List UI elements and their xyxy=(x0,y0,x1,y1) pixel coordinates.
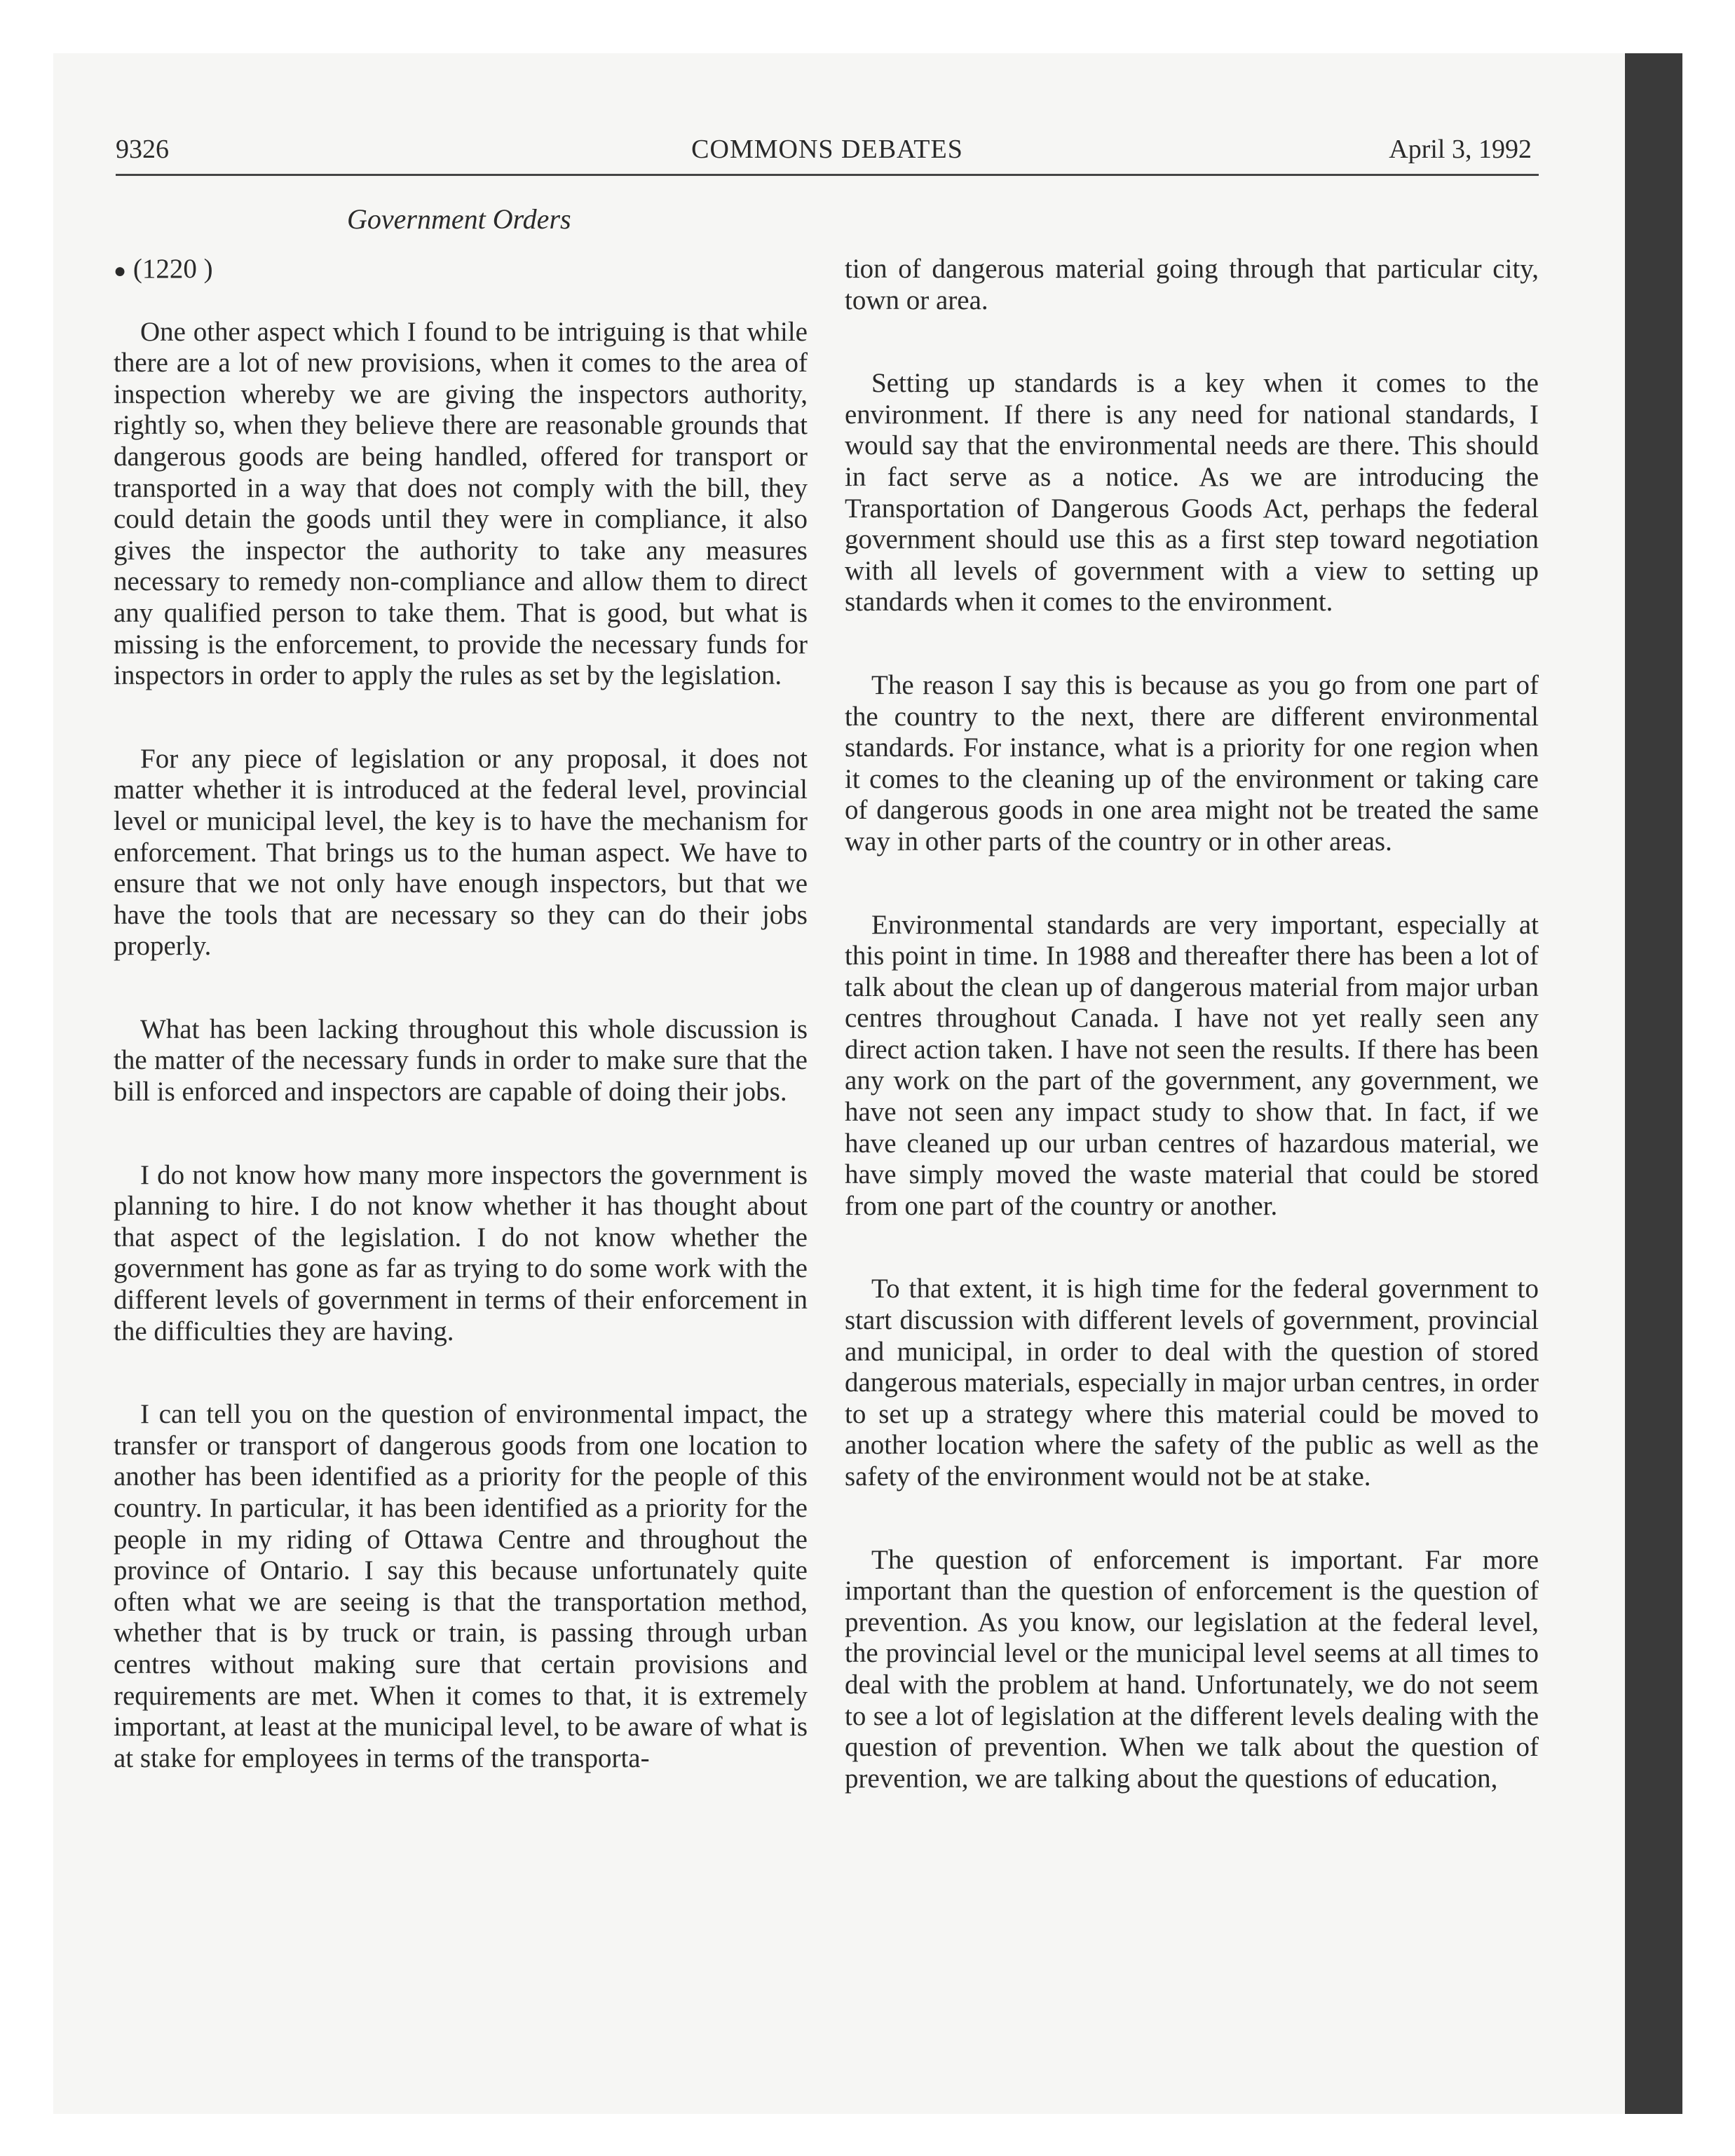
paragraph: For any piece of legislation or any proposal, it does not matter whether it is introduced at the federal level, provincial level or municipal level, the key is to have the mechanism for enforcement. That brings us to the human aspect. We have to ensure that we not only have enough inspectors, but that we have the tools that are necessary so they can do their jobs properly. xyxy=(114,743,808,962)
paragraph: Setting up standards is a key when it comes to the environment. If there is any need for national standards, I would say that the environmental needs are there. This should in fact serve as a notice. As we are introducing the Transportation of Dangerous Goods Act, perhaps the federal government should use this as a first step toward negotiation with all levels of government with a view to setting up standards when it comes to the environment. xyxy=(845,368,1539,618)
running-header xyxy=(116,132,1539,176)
paragraph: The question of enforcement is important. Far more important than the question of enforcement is the question of prevention. As you know, our legislation at the federal level, the provincial level or the municipal level seems at all times to deal with the problem at hand. Unfortunately, we do not seem to see a lot of legislation at the different levels dealing with the question of prevention. When we talk about the question of prevention, we are talking about the questions of education, xyxy=(845,1544,1539,1794)
page-number: 9326 xyxy=(116,135,169,164)
right-column xyxy=(845,254,1539,1846)
time-marker xyxy=(114,254,808,287)
publication-title: COMMONS DEBATES xyxy=(691,135,963,164)
paragraph: To that extent, it is high time for the federal government to start discussion with different levels of government, provincial and municipal, in order to deal with the question of stored dangerous materials, especially in major urban centres, in order to set up a strategy where this material could be moved to another location where the safety of the public as well as the safety of the environment would not be at stake. xyxy=(845,1274,1539,1492)
time-marker-text: (1220 ) xyxy=(132,254,213,284)
publication-date: April 3, 1992 xyxy=(1389,135,1532,164)
left-column xyxy=(114,254,808,1826)
paragraph: What has been lacking throughout this whole discussion is the matter of the necessary funds in order to make sure that the bill is enforced and inspectors are capable of doing their jobs. xyxy=(114,1014,808,1107)
paragraph: One other aspect which I found to be intriguing is that while there are a lot of new provisions, when it comes to the area of inspection whereby we are giving the inspectors authority, rightly so, when they believe there are reasonable grounds that dangerous goods are being handled, offered for transport or transported in a way that does not comply with the bill, they could detain the goods until they were in compliance, it also gives the inspector the authority to take any measures necessary to remedy non-compliance and allow them to direct any qualified person to take them. That is good, but what is missing is the enforcement, to provide the necessary funds for inspectors in order to apply the rules as set by the legislation. xyxy=(114,316,808,691)
paragraph: I can tell you on the question of environmental impact, the transfer or transport of dangerous goods from one location to another has been identified as a priority for the people of this country. In particular, it has been identified as a priority for the people in my riding of Ottawa Centre and throughout the province of Ontario. I say this because unfortunately quite often what we are seeing is that the transportation method, whether that is by truck or train, is passing through urban centres without making sure that certain provisions and requirements are met. When it comes to that, it is extremely important, at least at the municipal level, to be aware of what is at stake for employees in terms of the transporta- xyxy=(114,1399,808,1773)
paragraph: The reason I say this is because as you go from one part of the country to the next, there are different environmental standards. For instance, what is a priority for one region when it comes to the cleaning up of the environment or taking care of dangerous goods in one area might not be treated the same way in other parts of the country or in other areas. xyxy=(845,669,1539,857)
section-title: Government Orders xyxy=(347,203,571,235)
paragraph-continued: tion of dangerous material going through that particular city, town or area. xyxy=(845,254,1539,315)
scan-binding-edge xyxy=(1625,53,1682,2114)
paragraph: I do not know how many more inspectors the government is planning to hire. I do not know whether it has thought about that aspect of the legislation. I do not know whether the government has gone as far as trying to do some work with the different levels of government in terms of their enforcement in the difficulties they are having. xyxy=(114,1159,808,1346)
paragraph: Environmental standards are very important, especially at this point in time. In 1988 and thereafter there has been a lot of talk about the clean up of dangerous material from major urban centres throughout Canada. I have not yet really seen any direct action taken. I have not seen the results. If there has been any work on the part of the government, any government, we have not seen any impact study to show that. In fact, if we have cleaned up our urban centres of hazardous material, we have simply moved the waste material that could be stored from one part of the country or another. xyxy=(845,909,1539,1221)
bullet-icon: ● xyxy=(114,259,127,282)
